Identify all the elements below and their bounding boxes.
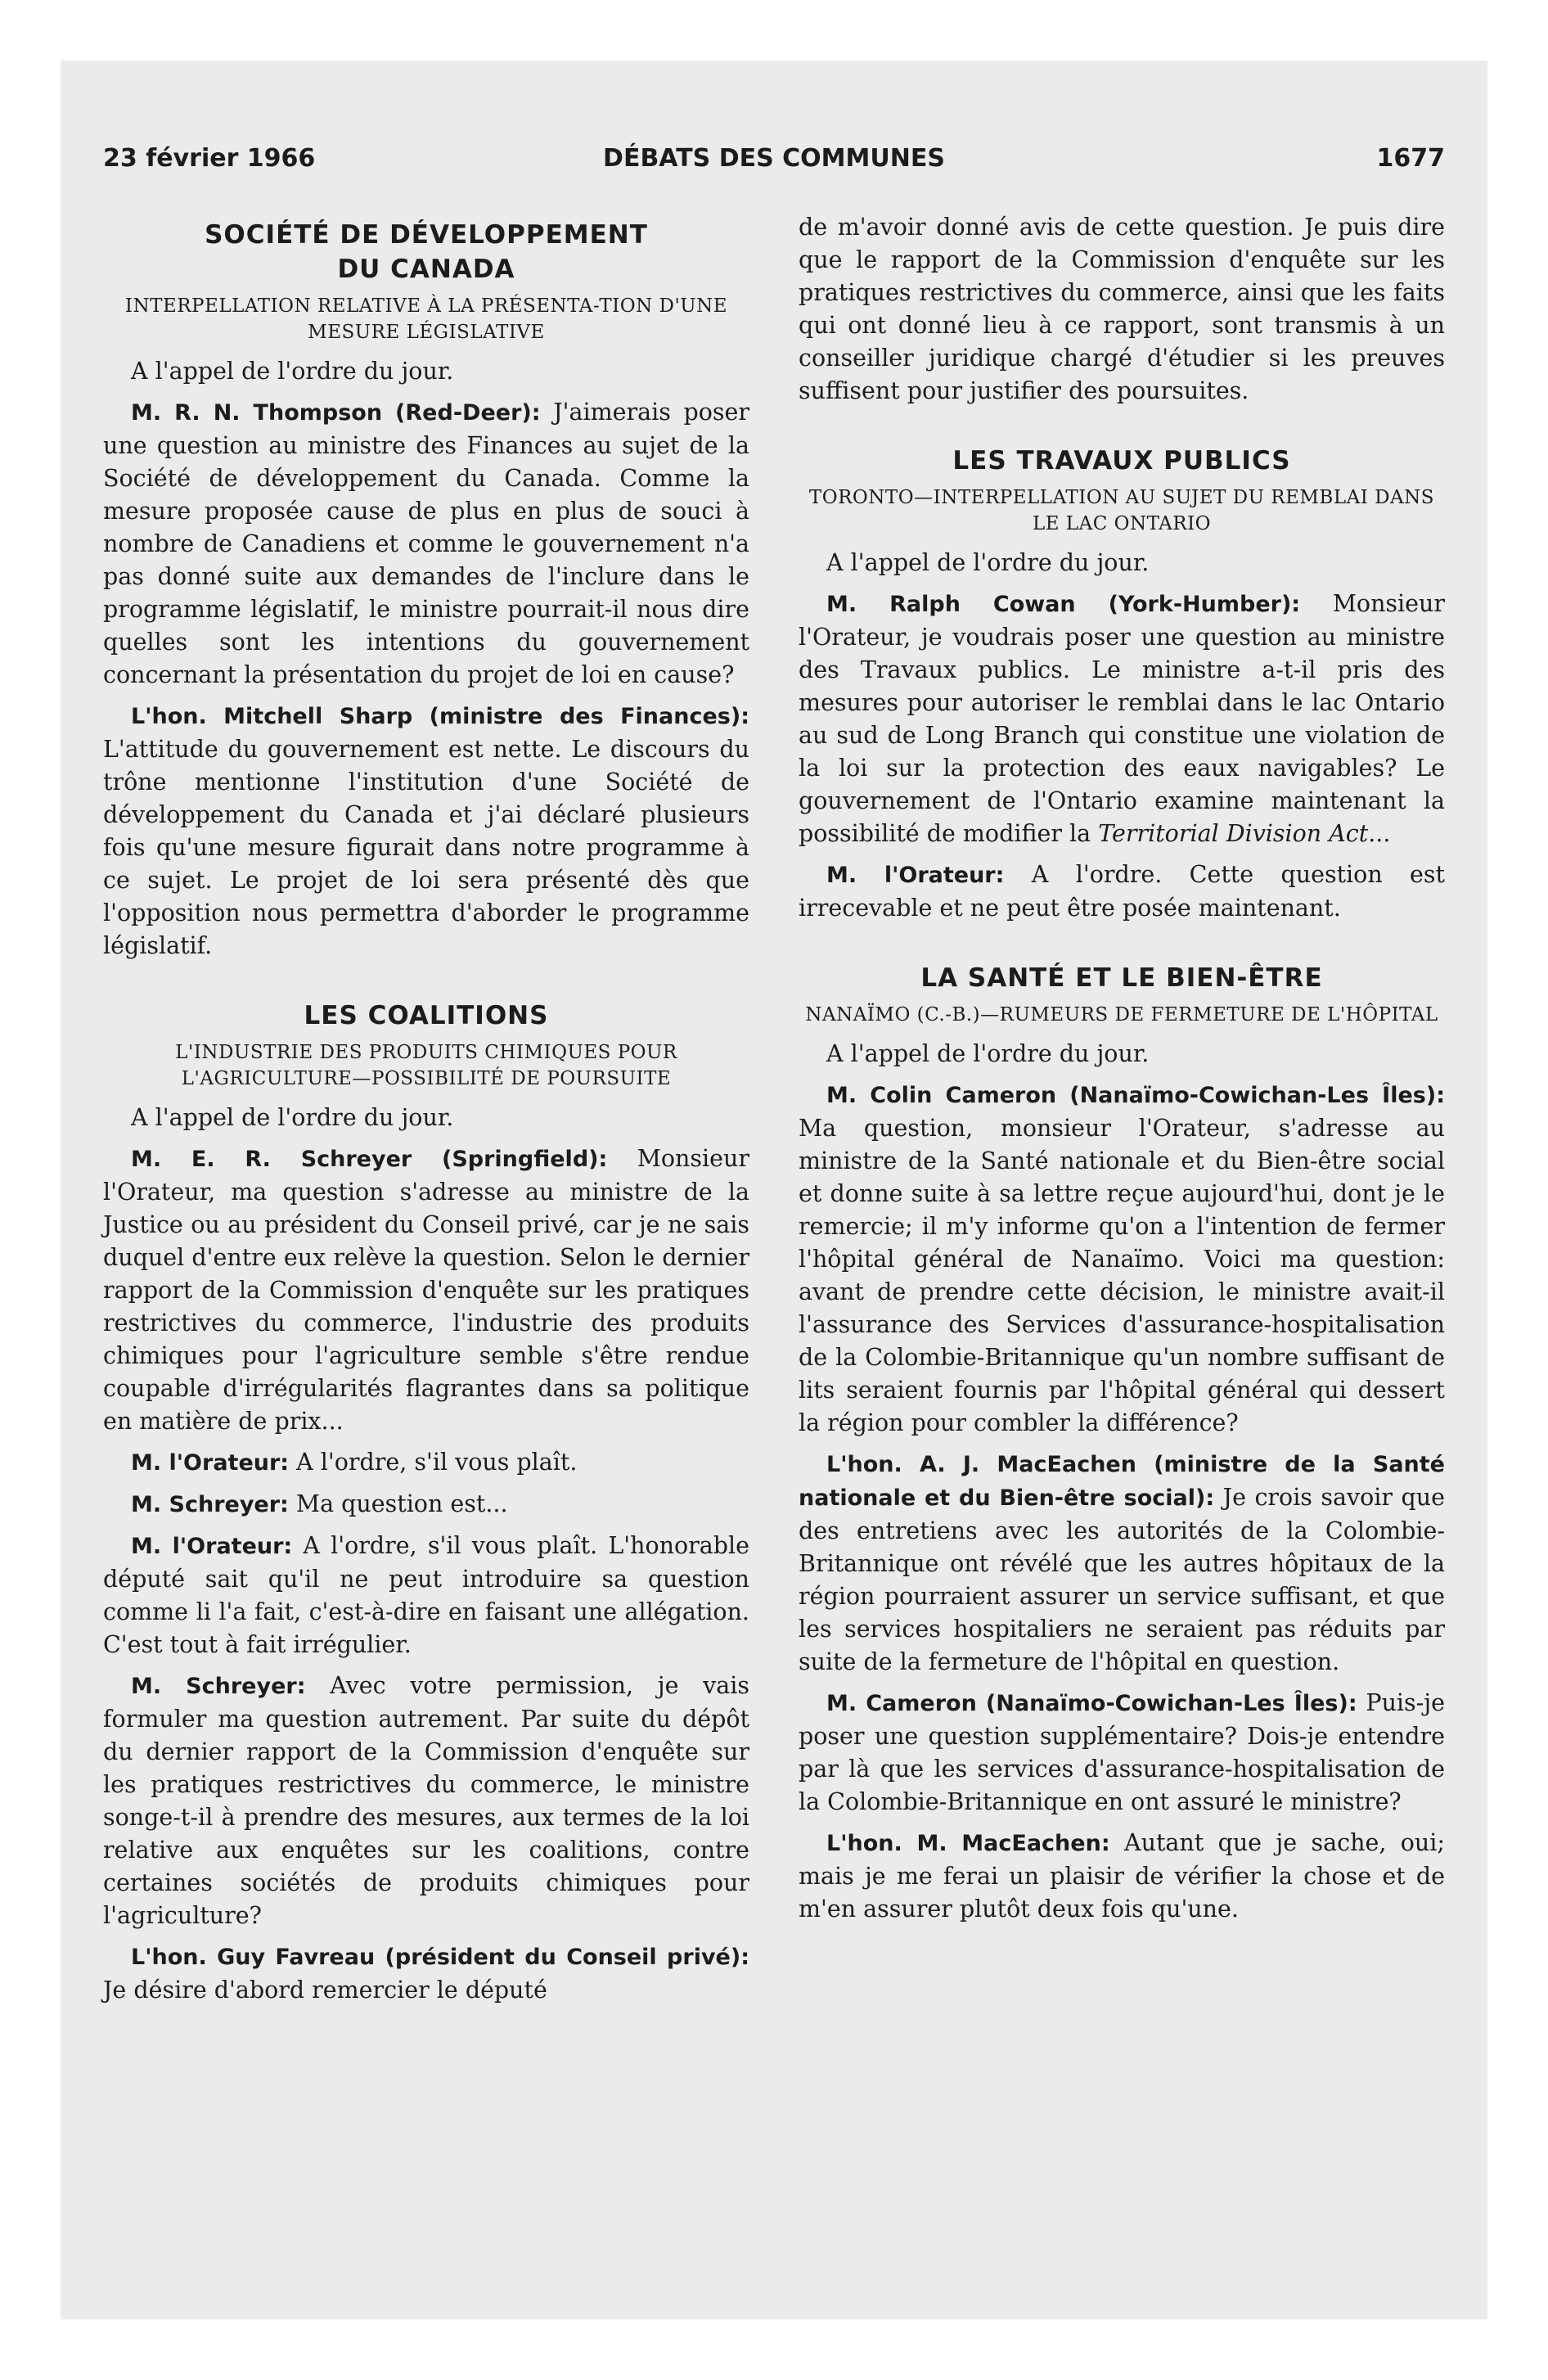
speech-paragraph bbox=[799, 1687, 1445, 1819]
speech-paragraph bbox=[799, 859, 1445, 925]
speech-paragraph bbox=[799, 1448, 1445, 1679]
speaker-name: L'hon. Guy Favreau (président du Conseil privé): bbox=[131, 1945, 749, 1970]
speech-text: de m'avoir donné avis de cette question. Je puis dire que le rapport de la Commission d'enquête sur les pratiques restrictives du commerce, ainsi que les faits qui ont donné lieu à ce rapport, sont transmis à un conseiller juridique chargé d'étudier si les preuves suffisent pour justifier des poursuites. bbox=[799, 214, 1445, 404]
header-date: 23 février 1966 bbox=[103, 144, 316, 173]
speech-paragraph bbox=[103, 1143, 749, 1438]
speech-paragraph bbox=[799, 1827, 1445, 1926]
section-heading: LA SANTÉ ET LE BIEN-ÊTRE bbox=[920, 963, 1323, 993]
speech-text: Ma question est... bbox=[288, 1490, 508, 1517]
speech-paragraph bbox=[103, 1941, 749, 2007]
right-column bbox=[799, 211, 1445, 1934]
order-of-day-call: A l'appel de l'ordre du jour. bbox=[826, 1040, 1150, 1067]
speech-text: ... bbox=[1368, 820, 1391, 847]
speaker-name: L'hon. Mitchell Sharp (ministre des Finances): bbox=[131, 704, 749, 729]
section-subheading: NANAÏMO (C.-B.)—RUMEURS DE FERMETURE DE L'HÔPITAL bbox=[805, 1004, 1438, 1025]
act-title: Territorial Division Act bbox=[1098, 820, 1369, 847]
speaker-name: M. Ralph Cowan (York-Humber): bbox=[826, 592, 1301, 617]
speech-text: Je crois savoir que des entretiens avec les autorités de la Colombie-Britannique ont révélé que les autres hôpitaux de la région pourraient assurer un service suffisant, et que les services hospitaliers ne seraient pas réduits par suite de la fermeture de l'hôpital en question. bbox=[799, 1484, 1445, 1675]
speech-paragraph bbox=[799, 211, 1445, 408]
order-of-day-call: A l'appel de l'ordre du jour. bbox=[826, 549, 1150, 576]
section-subheading: TORONTO—INTERPELLATION AU SUJET DU REMBLAI DANS LE LAC ONTARIO bbox=[808, 487, 1435, 534]
speech-text: Je désire d'abord remercier le député bbox=[103, 1977, 547, 2004]
order-of-day-call: A l'appel de l'ordre du jour. bbox=[131, 1104, 454, 1131]
section-heading bbox=[103, 252, 749, 286]
speech-text: A l'ordre. Cette question est irrecevable et ne peut être posée maintenant. bbox=[799, 861, 1446, 922]
speech-text: Ma question, monsieur l'Orateur, s'adresse au ministre de la Santé nationale et du Bien-être social et donne suite à sa lettre reçue aujourd'hui, dont je le remercie; il m'y informe qu'on a l'intention de fermer l'hôpital général de Nanaïmo. Voici ma question: avant de prendre cette décision, le ministre avait-il l'assurance des Services d'assurance-hospitalisation de la Colombie-Britannique qu'un nombre suffisant de lits seraient fournis par l'hôpital général qui dessert la région pour combler la différence? bbox=[799, 1115, 1445, 1436]
document-page bbox=[103, 144, 1445, 2272]
spacer bbox=[799, 416, 1445, 437]
speaker-name: M. l'Orateur: bbox=[131, 1450, 290, 1476]
speech-paragraph bbox=[103, 700, 749, 962]
speech-text: Monsieur l'Orateur, ma question s'adresse au ministre de la Justice ou au président du Conseil privé, car je ne sais duquel d'entre eux relève la question. Selon le dernier rapport de la Commission d'enquête sur les pratiques restrictives du commerce, l'industrie des produits chimiques pour l'agriculture semble s'être rendue coupable d'irrégularités flagrantes dans sa politique en matière de prix... bbox=[103, 1145, 749, 1435]
speech-text: Autant que je sache, oui; mais je me ferai un plaisir de vérifier la chose et de m'en assurer plutôt deux fois qu'une. bbox=[799, 1829, 1445, 1922]
speaker-name: M. R. N. Thompson (Red-Deer): bbox=[131, 400, 541, 426]
speaker-name: L'hon. M. MacEachen: bbox=[826, 1831, 1110, 1856]
speech-text: L'attitude du gouvernement est nette. Le discours du trône mentionne l'institution d'une Société de développement du Canada et j'ai déclaré plusieurs fois qu'une mesure figurait dans notre programme à ce sujet. Le projet de loi sera présenté dès que l'opposition nous permettra d'aborder le programme législatif. bbox=[103, 736, 749, 959]
spacer bbox=[799, 933, 1445, 954]
speech-paragraph bbox=[799, 1079, 1445, 1440]
speech-text: Puis-je poser une question supplémentaire? Dois-je entendre par là que les services d'assurance-hospitalisation de la Colombie-Britannique en ont assuré le ministre? bbox=[799, 1689, 1446, 1815]
order-of-day-call: A l'appel de l'ordre du jour. bbox=[131, 358, 454, 385]
speech-text: Monsieur l'Orateur, je voudrais poser une question au ministre des Travaux publics. Le ministre a-t-il pris des mesures pour autoriser le remblai dans le lac Ontario au sud de Long Branch qui constitue une violation de la loi sur la protection des eaux navigables? Le gouvernement de l'Ontario examine maintenant la possibilité de modifier la bbox=[799, 590, 1446, 847]
section-heading-line: DU CANADA bbox=[337, 255, 515, 284]
speaker-name: M. E. R. Schreyer (Springfield): bbox=[131, 1147, 608, 1172]
header-title: DÉBATS DES COMMUNES bbox=[603, 144, 945, 173]
page-number: 1677 bbox=[1376, 144, 1445, 173]
speaker-name: M. Schreyer: bbox=[131, 1674, 306, 1699]
section-heading: LES TRAVAUX PUBLICS bbox=[952, 446, 1291, 476]
section-subheading: INTERPELLATION RELATIVE À LA PRÉSENTA-TION D'UNE MESURE LÉGISLATIVE bbox=[124, 295, 728, 343]
section-subheading: L'INDUSTRIE DES PRODUITS CHIMIQUES POUR L'AGRICULTURE—POSSIBILITÉ DE POURSUITE bbox=[175, 1042, 677, 1089]
speaker-name: M. Schreyer: bbox=[131, 1492, 289, 1517]
speech-text: A l'ordre, s'il vous plaît. bbox=[289, 1449, 578, 1476]
left-column bbox=[103, 211, 749, 2015]
running-header bbox=[103, 144, 1445, 185]
speaker-name: L'hon. A. J. MacEachen (ministre de la Santé nationale et du Bien-être social): bbox=[799, 1452, 1445, 1511]
speaker-name: M. l'Orateur: bbox=[826, 863, 1005, 888]
section-heading bbox=[103, 218, 749, 252]
speech-paragraph bbox=[103, 1530, 749, 1661]
speech-paragraph bbox=[103, 1488, 749, 1521]
speech-paragraph bbox=[103, 396, 749, 692]
speaker-name: M. l'Orateur: bbox=[131, 1534, 293, 1559]
speaker-name: M. Cameron (Nanaïmo-Cowichan-Les Îles): bbox=[826, 1691, 1357, 1716]
speech-text: Avec votre permission, je vais formuler ma question autrement. Par suite du dépôt du dernier rapport de la Commission d'enquête sur les pratiques restrictives du commerce, le ministre songe-t-il à prendre des mesures, aux termes de la loi relative aux enquêtes sur les coalitions, contre certaines sociétés de produits chimiques pour l'agriculture? bbox=[103, 1672, 749, 1929]
speech-paragraph bbox=[799, 588, 1445, 850]
section-heading-line: SOCIÉTÉ DE DÉVELOPPEMENT bbox=[205, 220, 648, 250]
speech-paragraph bbox=[103, 1446, 749, 1480]
speech-text: J'aimerais poser une question au ministre des Finances au sujet de la Société de développement du Canada. Comme la mesure proposée cause de plus en plus de souci à nombre de Canadiens et comme le gouvernement n'a pas donné suite aux demandes de l'inclure dans le programme législatif, le ministre pourrait-il nous dire quelles sont les intentions du gouvernement concernant la présentation du projet de loi en cause? bbox=[103, 399, 749, 688]
section-heading: LES COALITIONS bbox=[304, 1001, 549, 1030]
speaker-name: M. Colin Cameron (Nanaïmo-Cowichan-Les Îles): bbox=[826, 1083, 1445, 1108]
spacer bbox=[103, 971, 749, 992]
speech-paragraph bbox=[103, 1670, 749, 1932]
speech-text: A l'ordre, s'il vous plaît. L'honorable député sait qu'il ne peut introduire sa question comme li l'a fait, c'est-à-dire en faisant une allégation. C'est tout à fait irrégulier. bbox=[103, 1532, 749, 1658]
